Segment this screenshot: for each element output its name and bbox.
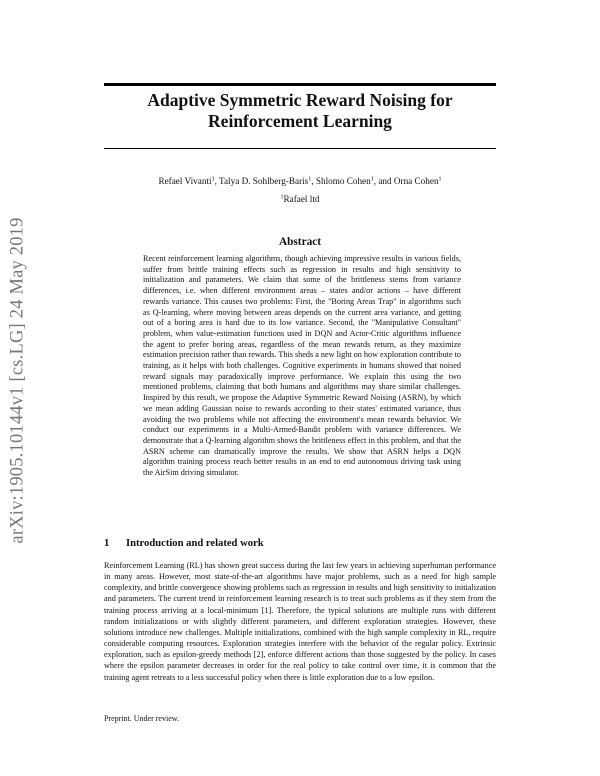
- affiliation: [104, 193, 496, 205]
- affiliation-mark: 1: [280, 194, 284, 201]
- author-name: Talya D. Sohlberg-Baris: [219, 176, 309, 186]
- author-affiliation-mark: 1: [308, 176, 312, 183]
- author-affiliation-mark: 1: [370, 176, 374, 183]
- title-top-rule: [104, 83, 496, 86]
- paper-title: [104, 90, 496, 132]
- arxiv-identifier-stamp: [3, 200, 33, 560]
- section-number: 1: [104, 538, 110, 549]
- paper-title-line-1: Adaptive Symmetric Reward Noising for: [147, 90, 453, 110]
- affiliation-name: Rafael ltd: [283, 194, 320, 204]
- author-name: Orna Cohen: [393, 176, 439, 186]
- abstract-body: Recent reinforcement learning algorithms, though achieving impressive results in various fields, suffer from brittle training effects such as regression in results and high sensitivity to initialization and parameters. We claim that some of the brittleness stems from variance differences, i.e. when different environment areas – states and/or actions – have different rewards variance. This causes two problems: First, the "Boring Areas Trap" in algorithms such as Q-learning, where moving between areas depends on the current area variance, and getting out of a boring area is hard due to its low variance. Second, the "Manipulative Consultant" problem, when value-estimation functions used in DQN and Actor-Critic algorithms influence the agent to prefer boring areas, regardless of the mean rewards return, as they maximize estimation precision rather than rewards. This sheds a new light on how exploration contribute to training, as it helps with both challenges. Cognitive experiments in humans showed that noised reward signals may paradoxically improve performance. We explain this using the two mentioned problems, claiming that both humans and algorithms may share similar challenges. Inspired by this result, we propose the Adaptive Symmetric Reward Noising (ASRN), by which we mean adding Gaussian noise to rewards according to their states' estimated variance, thus avoiding the two problems while not affecting the environment's mean rewards behavior. We conduct our experiments in a Multi-Armed-Bandit problem with variance differences. We demonstrate that a Q-learning algorithm shows the brittleness effect in this problem, and that the ASRN scheme can dramatically improve the results. We show that ASRN helps a DQN algorithm training process reach better results in an end to end autonomous driving task using the AirSim driving simulator.: [143, 254, 461, 478]
- author-separator: ,: [214, 176, 219, 186]
- title-bottom-rule: [104, 148, 496, 149]
- preprint-footer-note: Preprint. Under review.: [104, 714, 180, 723]
- arxiv-identifier-text: arXiv:1905.10144v1 [cs.LG] 24 May 2019: [7, 216, 28, 544]
- author-affiliation-mark: 1: [211, 176, 215, 183]
- author-list: [104, 175, 496, 187]
- author-separator: ,: [311, 176, 316, 186]
- author-separator: , and: [373, 176, 394, 186]
- abstract-heading: Abstract: [278, 236, 322, 248]
- introduction-paragraph: Reinforcement Learning (RL) has shown great success during the last few years in achieving superhuman performance in many areas. However, most state-of-the-art algorithms have major problems, such as a need for high sample complexity, and brittle convergence showing problems such as regression in results and high sensitivity to initialization and parameters. The current trend in reinforcement learning research is to treat such problems as if they stem from the training process arriving at a local-minimum [1]. Therefore, the typical solutions are multiple runs with different random initializations or with slightly different parameters, and different exploration strategies. However, these solutions introduce new challenges. Multiple initializations, combined with the high sample complexity in RL, require considerable computing resources. Exploration strategies interfere with the behavior of the regular policy. Extrinsic exploration, such as epsilon-greedy methods [2], enforce different actions than those suggested by the policy. In cases where the epsilon parameter decreases in order for the real policy to take control over time, it is common that the training agent retreats to a less successful policy when there is little exploration due to a low epsilon.: [104, 561, 496, 682]
- section-heading-introduction: [104, 537, 496, 550]
- author-name: Refael Vivanti: [158, 176, 212, 186]
- author-affiliation-mark: 1: [438, 176, 442, 183]
- section-title: Introduction and related work: [126, 538, 264, 549]
- paper-title-line-2: Reinforcement Learning: [208, 111, 392, 131]
- author-name: Shlomo Cohen: [315, 176, 371, 186]
